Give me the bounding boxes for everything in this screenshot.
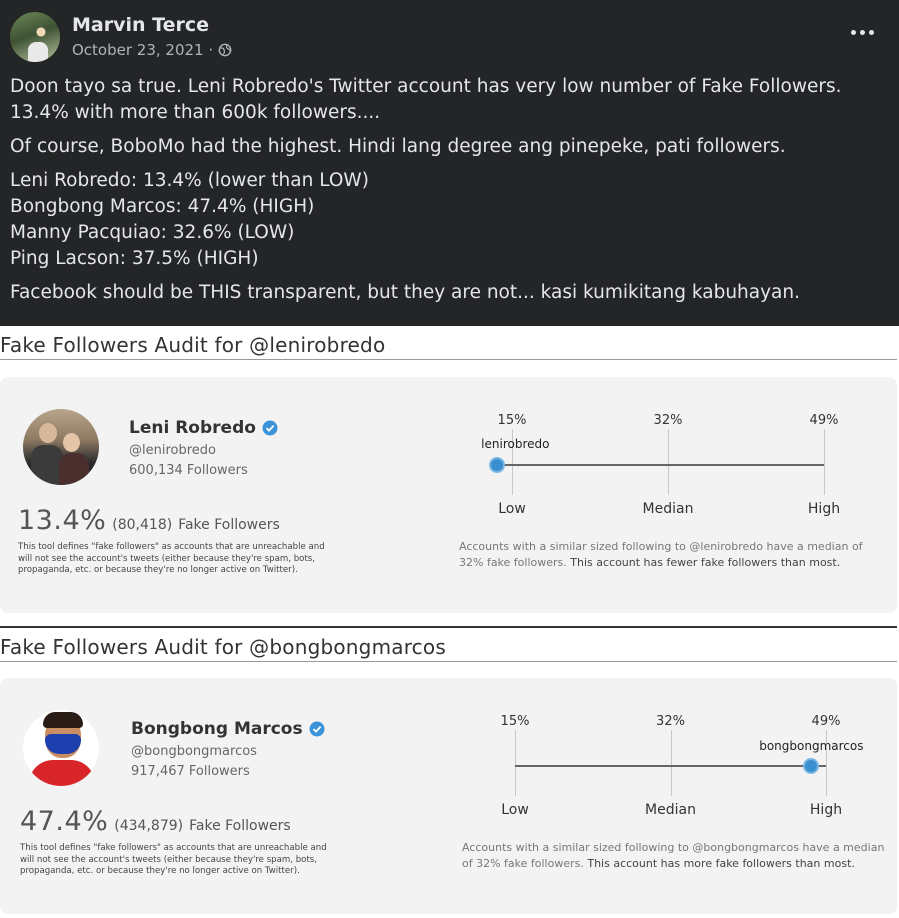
candidate-list bbox=[10, 168, 890, 272]
more-options-button[interactable] bbox=[847, 22, 877, 42]
fake-count: (80,418) bbox=[112, 517, 173, 533]
facebook-post bbox=[0, 0, 899, 326]
post-paragraph: Of course, BoboMo had the highest. Hindi lang degree ang pinepeke, pati followers. bbox=[10, 136, 786, 157]
fake-pct: 47.4% bbox=[20, 806, 109, 837]
account-marker-label: bongbongmarcos bbox=[759, 739, 864, 753]
profile-followers: 917,467 Followers bbox=[131, 764, 250, 779]
divider bbox=[0, 359, 897, 360]
definition-note: This tool defines "fake followers" as accounts that are unreachable and will not see the account's tweets (either because they're spam, bots, propaganda, etc. or because they're no longer active on Twitter). bbox=[20, 843, 327, 876]
divider bbox=[0, 661, 897, 662]
list-item: Bongbong Marcos: 47.4% (HIGH) bbox=[10, 196, 315, 217]
scale-tick-label: 15% bbox=[497, 413, 527, 428]
list-item: Ping Lacson: 37.5% (HIGH) bbox=[10, 248, 259, 269]
post-meta bbox=[72, 41, 232, 59]
scale-tick-label: 49% bbox=[809, 413, 839, 428]
comparison-verdict: This account has more fake followers than most. bbox=[587, 857, 855, 870]
scale-band-label: Median bbox=[642, 501, 694, 517]
scale-tick-label: 32% bbox=[653, 413, 683, 428]
dot-icon bbox=[851, 30, 856, 35]
post-body bbox=[10, 74, 890, 314]
scale-tick-label: 32% bbox=[656, 714, 685, 729]
dot-icon bbox=[869, 30, 874, 35]
audit-card bbox=[0, 678, 897, 914]
scale-band-label: Median bbox=[645, 802, 696, 818]
comparison-summary: Accounts with a similar sized following to @bongbongmarcos have a median of 32% fake followers. bbox=[462, 841, 885, 870]
author-name[interactable]: Marvin Terce bbox=[72, 14, 209, 36]
profile-followers: 600,134 Followers bbox=[129, 463, 248, 478]
scale-gridline bbox=[668, 429, 669, 495]
scale-gridline bbox=[824, 429, 825, 495]
fake-count: (434,879) bbox=[114, 818, 184, 834]
author-avatar[interactable] bbox=[10, 12, 60, 62]
profile-handle: @lenirobredo bbox=[129, 443, 216, 458]
fake-label: Fake Followers bbox=[178, 517, 280, 533]
list-item: Manny Pacquiao: 32.6% (LOW) bbox=[10, 222, 295, 243]
scale-tick-label: 15% bbox=[500, 714, 530, 729]
profile-name-text: Bongbong Marcos bbox=[131, 719, 303, 739]
profile-handle: @bongbongmarcos bbox=[131, 744, 257, 759]
account-marker bbox=[489, 457, 505, 473]
comparison-text bbox=[462, 840, 892, 872]
definition-note: This tool defines "fake followers" as accounts that are unreachable and will not see the account's tweets (either because they're spam, bots, propaganda, etc. or because they're no longer active on Twitter). bbox=[18, 542, 325, 575]
post-closing: Facebook should be THIS transparent, but they are not... kasi kumikitang kabuhayan. bbox=[10, 282, 800, 303]
globe-icon bbox=[218, 43, 232, 57]
comparison-verdict: This account has fewer fake followers than most. bbox=[570, 556, 841, 569]
account-marker-label: lenirobredo bbox=[481, 437, 550, 451]
scale-gridline bbox=[671, 730, 672, 796]
fake-label: Fake Followers bbox=[189, 818, 291, 834]
scale-band-label: Low bbox=[498, 501, 526, 517]
audit-title: Fake Followers Audit for @lenirobredo bbox=[0, 333, 386, 357]
divider bbox=[0, 626, 897, 628]
fake-follower-scale bbox=[0, 678, 897, 914]
dot-icon bbox=[860, 30, 865, 35]
post-date[interactable]: October 23, 2021 · bbox=[72, 41, 214, 59]
scale-gridline bbox=[515, 730, 516, 796]
post-paragraph: Doon tayo sa true. Leni Robredo's Twitter account has very low number of Fake Followers. 13.4% with more than 600k followers.... bbox=[10, 76, 842, 123]
scale-track bbox=[515, 765, 826, 767]
fake-pct: 13.4% bbox=[18, 505, 107, 536]
scale-band-label: High bbox=[807, 501, 841, 517]
list-item: Leni Robredo: 13.4% (lower than LOW) bbox=[10, 170, 369, 191]
fake-follower-scale bbox=[0, 377, 897, 613]
profile-name-text: Leni Robredo bbox=[129, 418, 256, 438]
scale-tick-label: 49% bbox=[811, 714, 841, 729]
audit-card bbox=[0, 377, 897, 613]
scale-band-label: High bbox=[809, 802, 843, 818]
comparison-summary: Accounts with a similar sized following to @lenirobredo have a median of 32% fake followers. bbox=[459, 540, 863, 569]
audit-title: Fake Followers Audit for @bongbongmarcos bbox=[0, 635, 446, 659]
comparison-text bbox=[459, 539, 889, 571]
scale-track bbox=[497, 464, 824, 466]
account-marker bbox=[803, 758, 819, 774]
scale-band-label: Low bbox=[501, 802, 529, 818]
